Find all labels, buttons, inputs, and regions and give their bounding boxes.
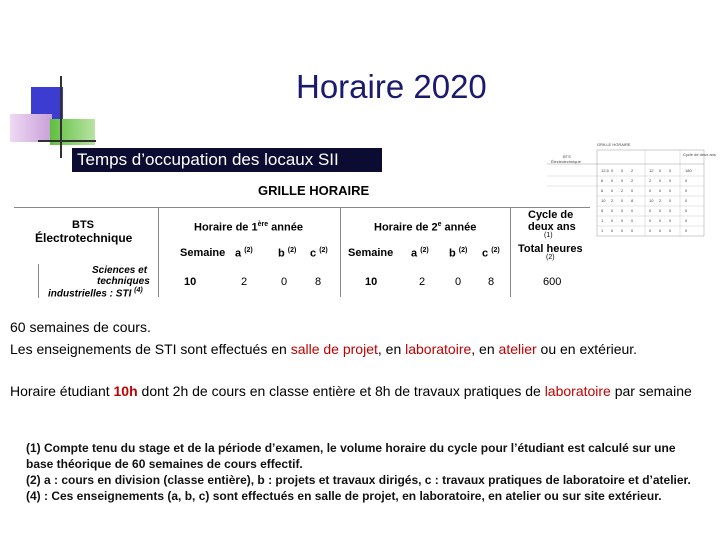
grid-y2-col-b: b $^{(2)}$ — [449, 247, 468, 260]
thumbnail-cell: 0 — [631, 218, 634, 223]
grid-y2-semaine: Semaine — [348, 247, 394, 259]
grid-value-y2-c: 8 — [488, 276, 495, 288]
thumbnail-cell: 0 — [659, 228, 662, 233]
thumbnail-cell: 0 — [669, 168, 672, 173]
body-weeks: 60 semaines de cours. — [10, 319, 151, 335]
thumbnail-cell: 0 — [659, 218, 662, 223]
thumbnail-cell: 0 — [649, 218, 652, 223]
thumbnail-cell: 0 — [659, 188, 662, 193]
thumbnail-cell: 0 — [621, 208, 624, 213]
thumbnail-cell: 0 — [685, 178, 688, 183]
grid-bts-line2: Électrotechnique — [35, 231, 133, 245]
thumbnail-cell: 0 — [659, 168, 662, 173]
footnote-4: (4) : Ces enseignements (a, b, c) sont effectués en salle de projet, en laboratoire, en atelier ou sur site extérieur. — [26, 489, 662, 503]
thumbnail-cell: 0 — [685, 198, 688, 203]
grid-title: GRILLE HORAIRE — [258, 183, 370, 198]
thumbnail-cell: 0 — [631, 228, 634, 233]
thumbnail-cell: 0 — [621, 218, 624, 223]
thumbnail-cell: 0 — [685, 218, 688, 223]
thumbnail-cell: 2 — [621, 188, 624, 193]
thumbnail-cell: 0 — [669, 228, 672, 233]
grid-line — [340, 207, 341, 297]
grid-cycle-line1: Cycle de — [528, 209, 574, 221]
grid-cycle-note: (1) — [544, 232, 553, 239]
grid-value-total: 600 — [543, 276, 562, 288]
thumbnail-cycle: Cycle de deux ans — [683, 152, 716, 157]
footnotes — [26, 440, 706, 504]
thumbnail-cell: 8 — [631, 198, 634, 203]
thumbnail-cell: 0 — [669, 208, 672, 213]
grid-value-y2-semaine: 10 — [365, 276, 378, 288]
footnote-2: (2) a : cours en division (classe entière), b : projets et travaux dirigés, c : travaux pratiques de laboratoire et d’atelier. — [26, 473, 691, 487]
thumbnail-cell: 0 — [685, 228, 688, 233]
thumbnail-cell: 2 — [611, 198, 614, 203]
decor-horizontal-line — [38, 140, 96, 142]
thumbnail-cell: 2 — [649, 178, 652, 183]
thumbnail-cell: 0 — [621, 228, 624, 233]
grid-line — [14, 207, 590, 208]
grid-y1-semaine: Semaine — [180, 247, 226, 259]
grid-line — [158, 207, 159, 297]
thumbnail-cell: 2 — [631, 168, 634, 173]
grid-total-heures: Total heures — [518, 243, 583, 255]
thumbnail-cell: 10 — [649, 198, 654, 203]
grid-total-note: (2) — [546, 254, 555, 261]
grid-value-y2-b: 0 — [455, 276, 462, 288]
grid-y2-col-a: a $^{(2)}$ — [411, 247, 429, 260]
decor-purple-square — [10, 114, 52, 142]
grid-value-y1-b: 0 — [281, 276, 288, 288]
schedule-thumbnail — [545, 142, 716, 238]
thumbnail-discipline: Électrotechnique — [551, 159, 581, 164]
grid-value-y1-c: 8 — [315, 276, 322, 288]
grid-row-label-2: techniques — [97, 276, 150, 287]
thumbnail-cell: 10 — [601, 198, 606, 203]
thumbnail-cell: 6 — [601, 188, 604, 193]
slide-subtitle: Temps d’occupation des locaux SII — [72, 148, 382, 172]
decor-vertical-line — [60, 76, 62, 158]
grid-value-y2-a: 2 — [419, 276, 426, 288]
thumbnail-cell: 0 — [669, 178, 672, 183]
thumbnail-cell: 0 — [659, 208, 662, 213]
thumbnail-cell: 0 — [621, 198, 624, 203]
thumbnail-cell: 0 — [611, 218, 614, 223]
thumbnail-cell: 2 — [631, 178, 634, 183]
slide-title: Horaire 2020 — [296, 68, 487, 105]
thumbnail-cell: 0 — [649, 208, 652, 213]
thumbnail-cell: 0 — [611, 208, 614, 213]
thumbnail-cell: 0 — [621, 168, 624, 173]
thumbnail-cell: 1 — [601, 228, 604, 233]
grid-year1-header: Horaire de 1ère année — [194, 221, 303, 234]
grid-row-label-3: industrielles : STI $^{(4)}$ — [48, 287, 143, 300]
grid-y2-col-c: c $^{(2)}$ — [482, 247, 500, 260]
footnote-1: (1) Compte tenu du stage et de la période d’examen, le volume horaire du cycle pour l’étudiant est calculé sur une base théorique de 60 semaines de cours effectif. — [26, 441, 676, 471]
thumbnail-cell: 0 — [669, 218, 672, 223]
grid-line — [38, 264, 39, 298]
thumbnail-cell: 0 — [631, 188, 634, 193]
grid-line — [510, 207, 511, 297]
body-student-hours: Horaire étudiant 10h dont 2h de cours en classe entière et 8h de travaux pratiques de laboratoire par semaine — [10, 383, 692, 399]
grid-year2-header: Horaire de 2e année — [374, 221, 477, 234]
thumbnail-cell: 0 — [611, 188, 614, 193]
thumbnail-cell: 1 — [601, 218, 604, 223]
thumbnail-cell: 2 — [659, 198, 662, 203]
thumbnail-cell: 0 — [685, 208, 688, 213]
thumbnail-cell: 0 — [685, 188, 688, 193]
thumbnail-cell: 12,5 — [601, 168, 609, 173]
grid-row-label-1: Sciences et — [92, 265, 148, 276]
thumbnail-cell: 0 — [611, 168, 614, 173]
grid-cycle-line2: deux ans — [528, 221, 576, 233]
grid-bts-line1: BTS — [72, 219, 94, 231]
grid-y1-col-c: c $^{(2)}$ — [310, 247, 328, 260]
thumbnail-cell: 0 — [669, 198, 672, 203]
thumbnail-cell: 12 — [649, 168, 654, 173]
thumbnail-header: GRILLE HORAIRE — [597, 142, 631, 147]
thumbnail-cell: 5 — [601, 208, 604, 213]
body-sti-locations: Les enseignements de STI sont effectués en salle de projet, en laboratoire, en atelier ou en extérieur. — [10, 341, 638, 357]
grid-value-y1-semaine: 10 — [184, 276, 197, 288]
grid-y1-col-b: b $^{(2)}$ — [278, 247, 297, 260]
thumbnail-cell: 0 — [621, 178, 624, 183]
thumbnail-cell: 0 — [659, 178, 662, 183]
thumbnail-cell: 180 — [685, 168, 692, 173]
grid-y1-col-a: a $^{(2)}$ — [235, 247, 253, 260]
thumbnail-cell: 6 — [601, 178, 604, 183]
thumbnail-cell: 0 — [649, 188, 652, 193]
thumbnail-cell: 0 — [611, 178, 614, 183]
grid-value-y1-a: 2 — [241, 276, 248, 288]
thumbnail-cell: 0 — [649, 228, 652, 233]
thumbnail-cell: 0 — [669, 188, 672, 193]
thumbnail-cell: 0 — [631, 208, 634, 213]
thumbnail-cell: 0 — [611, 228, 614, 233]
thumbnail-bts: BTS — [563, 154, 571, 159]
